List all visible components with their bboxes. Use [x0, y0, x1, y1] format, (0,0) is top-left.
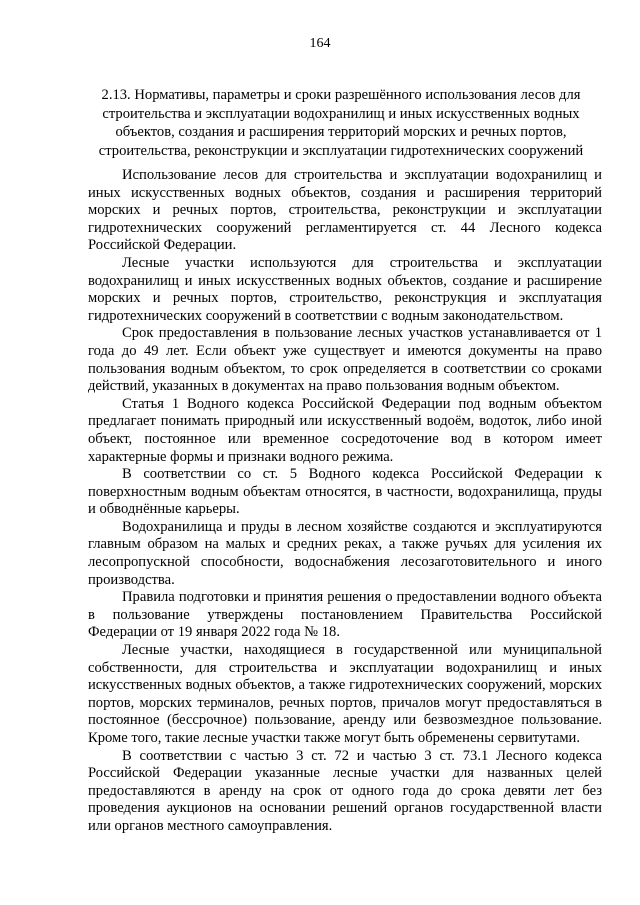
paragraph: В соответствии со ст. 5 Водного кодекса Российской Федерации к поверхностным водным объектам относятся, в частности, водохранилища, пруды и обводнённые карьеры. — [88, 466, 602, 518]
paragraph: Использование лесов для строительства и эксплуатации водохранилищ и иных искусственных водных объектов, создания и расширения территорий морских и речных портов, строительства, реконструкции и эксплуатации гидротехнических сооружений регламентируется ст. 44 Лесного кодекса Российской Федерации. — [88, 167, 602, 254]
body-text — [88, 167, 602, 836]
paragraph: В соответствии с частью 3 ст. 72 и частью 3 ст. 73.1 Лесного кодекса Российской Федерации указанные лесные участки для названных целей предоставляются в аренду на срок от одного года до срока девяти лет без проведения аукционов на основании решений органов государственной власти или органов местного самоуправления. — [88, 747, 602, 834]
paragraph: Лесные участки используются для строительства и эксплуатации водохранилищ и иных искусственных водных объектов, создание и расширение морских и речных портов, строительство, реконструкция и эксплуатация гидротехнических сооружений в соответствии с водным законодательством. — [88, 254, 602, 324]
paragraph: Правила подготовки и принятия решения о предоставлении водного объекта в пользование утверждены постановлением Правительства Российской Федерации от 19 января 2022 года № 18. — [88, 589, 602, 641]
page-number: 164 — [309, 36, 331, 51]
paragraph: Статья 1 Водного кодекса Российской Федерации под водным объектом предлагает понимать природный или искусственный водоём, водоток, либо иной объект, постоянное или временное сосредоточение вод в котором имеет характерные формы и признаки водного режима. — [88, 395, 602, 465]
paragraph: Срок предоставления в пользование лесных участков устанавливается от 1 года до 49 лет. Если объект уже существует и имеются документы на право пользования водным объектом, то срок определяется в соответствии со сроками действий, указанных в документах на право пользования водным объектом. — [88, 325, 602, 395]
section-title: 2.13. Нормативы, параметры и сроки разрешённого использования лесов для строительства и эксплуатации водохранилищ и иных искусственных водных объектов, создания и расширения территорий морских и речных портов, строительства, реконструкции и эксплуатации гидротехнических сооружений — [98, 87, 584, 159]
paragraph: Лесные участки, находящиеся в государственной или муниципальной собственности, для строительства и эксплуатации водохранилищ и иных искусственных водных объектов, а также гидротехнических сооружений, морских портов, морских терминалов, речных портов, причалов могут предоставляться в постоянное (бессрочное) пользование, аренду или безвозмездное пользование. Кроме того, такие лесные участки также могут быть обременены сервитутами. — [88, 642, 602, 746]
paragraph: Водохранилища и пруды в лесном хозяйстве создаются и эксплуатируются главным образом на малых и средних реках, а также ручьях для усиления их лесопропускной способности, водоснабжения лесозаготовительного и иного производства. — [88, 518, 602, 588]
